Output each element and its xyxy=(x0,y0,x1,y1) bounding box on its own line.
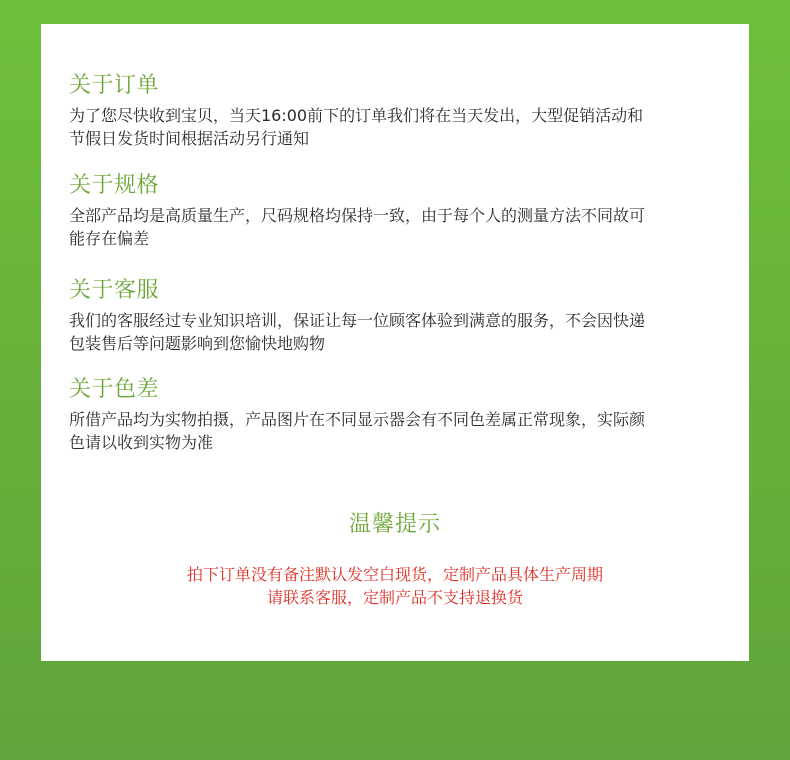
section-title-spec: 关于规格 xyxy=(69,173,160,198)
tips-line-2: 请联系客服，定制产品不支持退换货 xyxy=(266,588,523,607)
section-order-line-2: 节假日发货时间根据活动另行通知 xyxy=(69,129,310,148)
section-body-spec xyxy=(69,204,729,250)
section-body-color xyxy=(69,408,729,454)
section-service xyxy=(69,277,729,355)
section-title-color: 关于色差 xyxy=(69,377,160,402)
section-service-line-2: 包装售后等问题影响到您愉快地购物 xyxy=(69,334,326,353)
section-spec-line-2: 能存在偏差 xyxy=(69,229,150,248)
tips-title: 温馨提示 xyxy=(348,512,441,537)
section-title-order: 关于订单 xyxy=(69,73,160,98)
section-spec xyxy=(69,172,729,250)
section-service-line-1: 我们的客服经过专业知识培训，保证让每一位顾客体验到满意的服务，不会因快递 xyxy=(69,311,646,330)
info-card xyxy=(41,24,749,661)
section-title-service: 关于客服 xyxy=(69,278,160,303)
section-order xyxy=(69,72,729,150)
section-color-line-1: 所借产品均为实物拍摄，产品图片在不同显示器会有不同色差属正常现象，实际颜 xyxy=(69,410,646,429)
section-color xyxy=(69,376,729,454)
tips-line-1: 拍下订单没有备注默认发空白现货，定制产品具体生产周期 xyxy=(186,565,603,584)
section-color-line-2: 色请以收到实物为准 xyxy=(69,433,214,452)
section-spec-line-1: 全部产品均是高质量生产，尺码规格均保持一致，由于每个人的测量方法不同故可 xyxy=(69,206,646,225)
section-body-order xyxy=(69,104,729,150)
section-order-line-1: 为了您尽快收到宝贝，当天16:00前下的订单我们将在当天发出，大型促销活动和 xyxy=(69,106,644,125)
section-body-service xyxy=(69,309,729,355)
